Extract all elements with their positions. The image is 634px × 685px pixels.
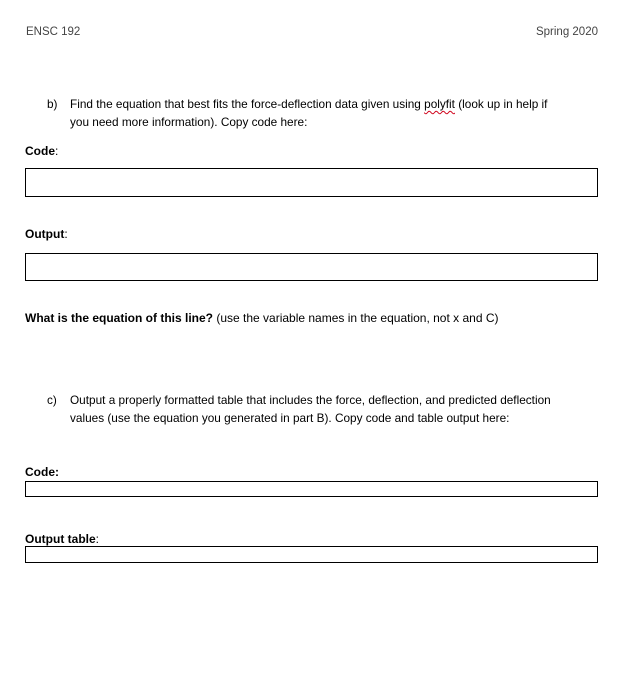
part-b-text-a: Find the equation that best fits the force-deflection data given using bbox=[70, 97, 425, 111]
header-term: Spring 2020 bbox=[535, 26, 598, 38]
output-label-b: Output: bbox=[25, 227, 68, 241]
part-c-line-2: values (use the equation you generated in part B). Copy code and table output here: bbox=[70, 411, 510, 425]
part-b-line-2: you need more information). Copy code here: bbox=[70, 115, 308, 129]
code-box-c[interactable] bbox=[25, 481, 598, 497]
output-table-label: Output table: bbox=[25, 532, 100, 546]
header-course: ENSC 192 bbox=[26, 26, 81, 38]
output-box-b[interactable] bbox=[25, 253, 598, 281]
part-b-line-1 bbox=[70, 95, 547, 113]
equation-question: What is the equation of this line? (use the variable names in the equation, not x and C) bbox=[25, 311, 499, 325]
code-box-b[interactable] bbox=[25, 168, 598, 197]
part-b-marker: b) bbox=[47, 97, 58, 111]
part-c-line-1: Output a properly formatted table that includes the force, deflection, and predicted deflection bbox=[70, 393, 551, 407]
output-table-box[interactable] bbox=[25, 546, 598, 563]
part-c-marker: c) bbox=[47, 393, 57, 407]
code-label-b: Code: bbox=[25, 144, 59, 158]
code-label-c: Code: bbox=[25, 465, 59, 479]
polyfit-keyword: polyfit bbox=[424, 97, 455, 111]
part-b-text-b: (look up in help if bbox=[454, 97, 548, 111]
